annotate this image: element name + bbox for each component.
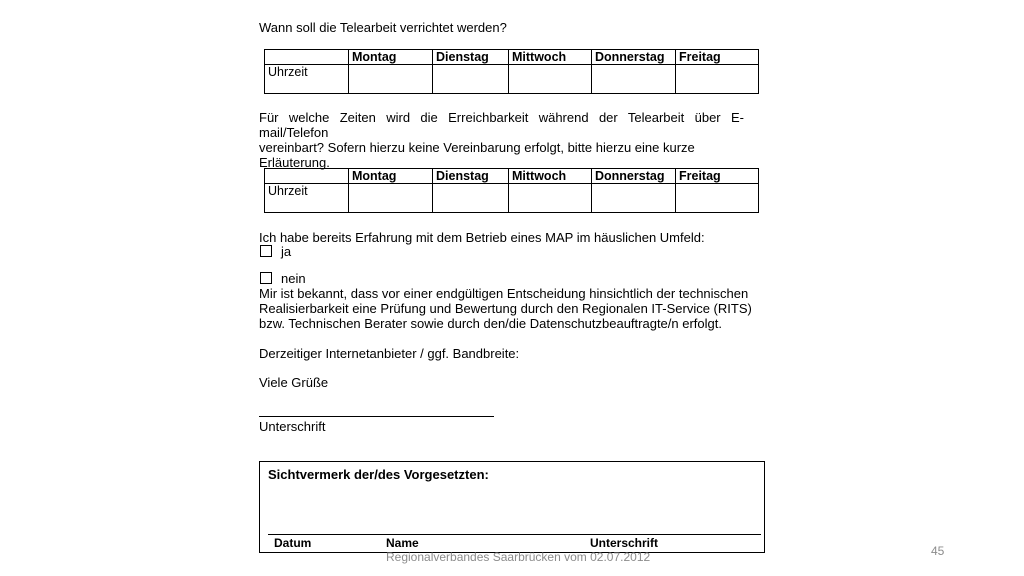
time-cell-mittwoch[interactable] — [509, 65, 592, 94]
availability-cell-freitag[interactable] — [676, 184, 759, 213]
checkbox-nein[interactable] — [260, 272, 272, 284]
availability-cell-dienstag[interactable] — [433, 184, 509, 213]
availability-cell-donnerstag[interactable] — [592, 184, 676, 213]
time-cell-donnerstag[interactable] — [592, 65, 676, 94]
signature-line[interactable] — [259, 416, 494, 417]
signature-label: Unterschrift — [259, 419, 326, 434]
time-cell-montag[interactable] — [349, 65, 433, 94]
supervisor-name-label: Name — [386, 536, 419, 550]
supervisor-signature-label: Unterschrift — [590, 536, 659, 550]
supervisor-sign-line[interactable] — [268, 534, 761, 535]
time-cell-freitag[interactable] — [676, 65, 759, 94]
supervisor-box — [259, 461, 765, 553]
header-dienstag: Dienstag — [433, 50, 509, 65]
internet-provider-label: Derzeitiger Internetanbieter / ggf. Bandbreite: — [259, 346, 520, 361]
row-label-uhrzeit: Uhrzeit — [265, 65, 349, 94]
checkbox-ja-label: ja — [281, 244, 292, 259]
schedule-table-1 — [264, 49, 759, 94]
header-montag: Montag — [349, 169, 433, 184]
header-freitag: Freitag — [676, 50, 759, 65]
notice-line-1: Mir ist bekannt, dass vor einer endgültigen Entscheidung hinsichtlich der technischen — [259, 286, 749, 301]
row-label-uhrzeit: Uhrzeit — [265, 184, 349, 213]
time-cell-dienstag[interactable] — [433, 65, 509, 94]
availability-line-1: Für welche Zeiten wird die Erreichbarkeit während der Telearbeit über E-mail/Telefon — [259, 110, 744, 140]
availability-line-3: Erläuterung. — [259, 155, 330, 170]
question-availability — [259, 110, 744, 170]
page-number: 45 — [931, 544, 945, 558]
availability-line-2: vereinbart? Sofern hierzu keine Vereinbarung erfolgt, bitte hierzu eine kurze — [259, 140, 695, 155]
header-empty-cell — [265, 50, 349, 65]
header-donnerstag: Donnerstag — [592, 169, 676, 184]
availability-cell-mittwoch[interactable] — [509, 184, 592, 213]
question-telework-times: Wann soll die Telearbeit verrichtet werden? — [259, 20, 507, 35]
header-empty-cell — [265, 169, 349, 184]
greeting: Viele Grüße — [259, 375, 329, 390]
supervisor-date-label: Datum — [274, 536, 312, 550]
checkbox-ja[interactable] — [260, 245, 272, 257]
header-mittwoch: Mittwoch — [509, 50, 592, 65]
footer-text: Regionalverbandes Saarbrücken vom 02.07.2012 — [386, 550, 651, 564]
supervisor-title: Sichtvermerk der/des Vorgesetzten: — [268, 467, 489, 482]
header-montag: Montag — [349, 50, 433, 65]
header-donnerstag: Donnerstag — [592, 50, 676, 65]
availability-cell-montag[interactable] — [349, 184, 433, 213]
header-dienstag: Dienstag — [433, 169, 509, 184]
notice-line-2: Realisierbarkeit eine Prüfung und Bewertung durch den Regionalen IT-Service (RITS) — [259, 301, 752, 316]
header-freitag: Freitag — [676, 169, 759, 184]
notice-paragraph — [259, 286, 752, 331]
checkbox-nein-label: nein — [281, 271, 306, 286]
notice-line-3: bzw. Technischen Berater sowie durch den/die Datenschutzbeauftragte/n erfolgt. — [259, 316, 722, 331]
schedule-table-2 — [264, 168, 759, 213]
question-experience: Ich habe bereits Erfahrung mit dem Betrieb eines MAP im häuslichen Umfeld: — [259, 230, 705, 245]
header-mittwoch: Mittwoch — [509, 169, 592, 184]
